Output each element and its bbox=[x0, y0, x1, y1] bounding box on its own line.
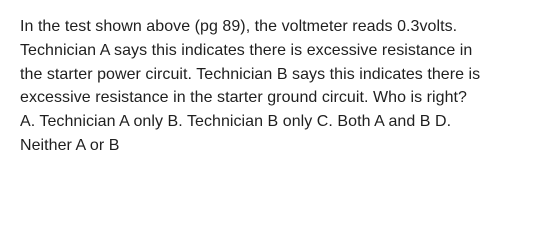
question-line: excessive resistance in the starter ground circuit. Who is right? bbox=[20, 89, 467, 107]
question-line: the starter power circuit. Technician B says this indicates there is bbox=[20, 65, 481, 83]
question-line: In the test shown above (pg 89), the voltmeter reads 0.3volts. bbox=[20, 18, 458, 35]
question-text bbox=[20, 15, 545, 158]
answer-options-line: A. Technician A only B. Technician B only C. Both A and B D. bbox=[20, 113, 452, 131]
answer-options-line: Neither A or B bbox=[20, 136, 120, 154]
question-line: Technician A says this indicates there is excessive resistance in bbox=[20, 41, 473, 59]
